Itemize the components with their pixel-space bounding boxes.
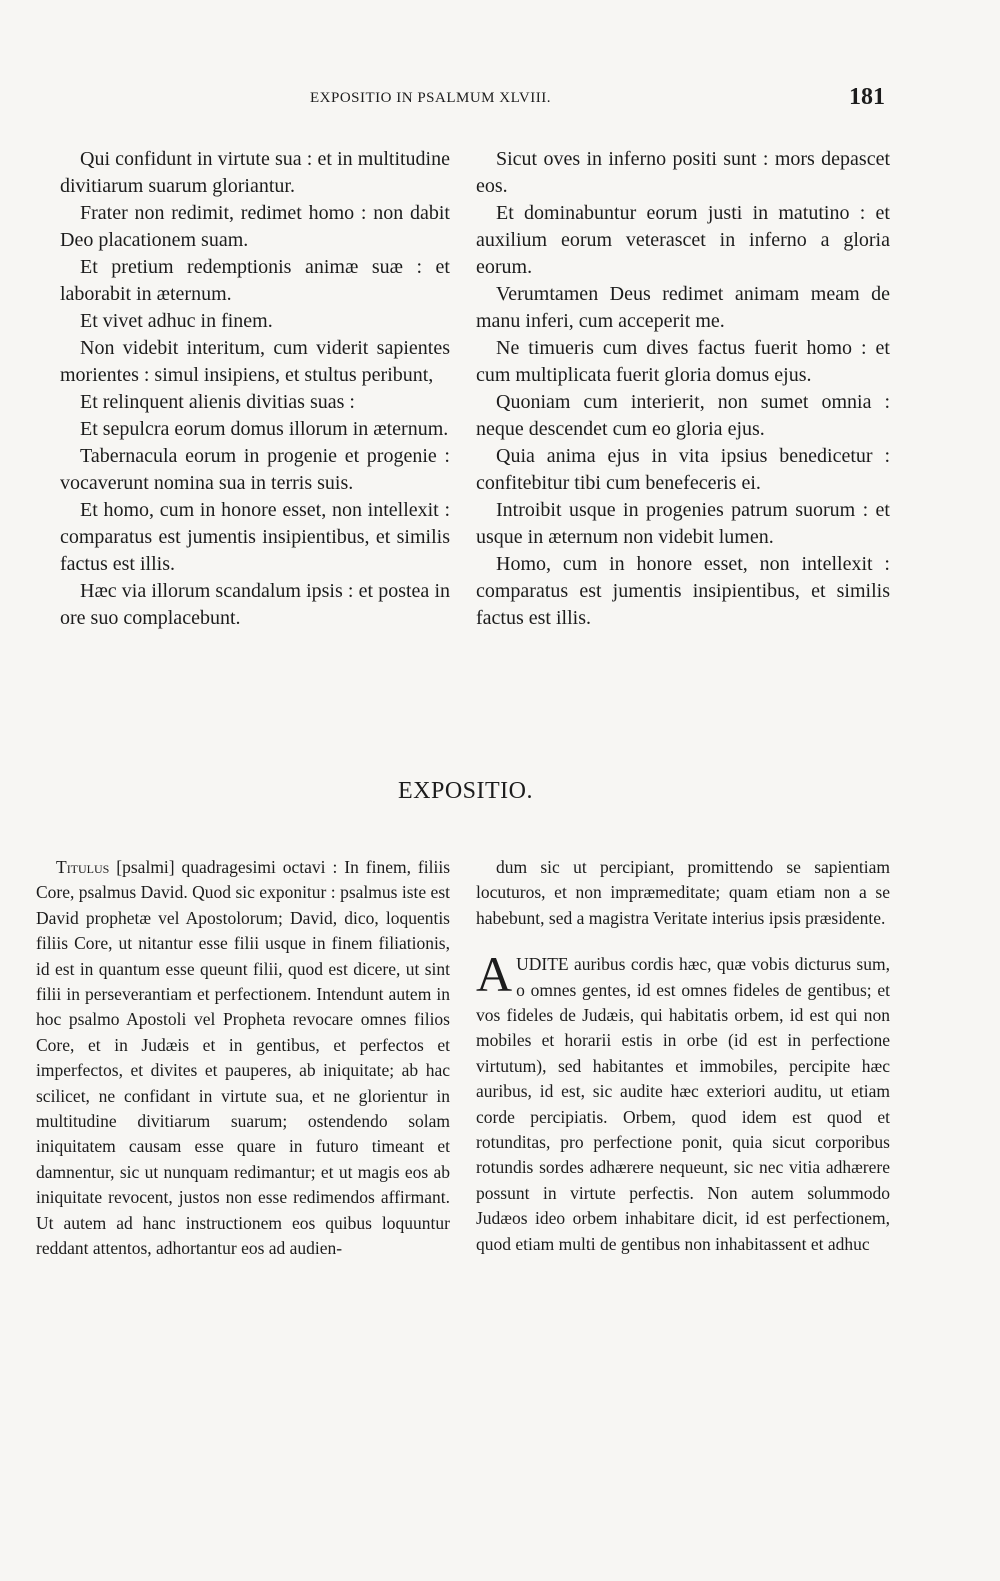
psalm-verse: Et pretium redemptionis animæ suæ : et laborabit in æternum.: [60, 256, 450, 305]
text-run: quæ vobis dicturus sum, o: [516, 954, 890, 1000]
drop-cap: A: [476, 946, 513, 1003]
psalm-verse: Quoniam cum interierit, non sumet omnia : neque descendet cum eo gloria ejus.: [476, 391, 890, 440]
text-run: Quod sic exponitur :: [187, 882, 341, 903]
italic-run: UDITE: [516, 954, 569, 975]
italic-run: psalmus: [340, 882, 398, 903]
psalm-verse: Homo, cum in honore esset, non intellexit : comparatus est jumentis insipientibus, et similis factus est illis.: [476, 553, 890, 629]
italic-run: Orbem,: [622, 1106, 676, 1127]
italic-run: omnes gentes,: [530, 979, 632, 1000]
psalm-verse: Non videbit interitum, cum viderit sapientes morientes : simul insipiens, et stultus peribunt,: [60, 337, 450, 386]
psalm-verse: Quia anima ejus in vita ipsius benedicetur : confitebitur tibi cum benefeceris ei.: [476, 445, 890, 494]
psalm-verse: Et dominabuntur eorum justi in matutino : et auxilium eorum veterascet in inferno a gloria eorum.: [476, 202, 890, 278]
commentary-paragraph: [476, 946, 891, 1257]
italic-run: In finem, filiis Core, psalmus David.: [36, 857, 450, 903]
psalm-verse: Tabernacula eorum in progenie et progenie : vocaverunt nomina sua in terris suis.: [60, 445, 450, 494]
paragraph-gap: [476, 931, 890, 952]
running-title: EXPOSITIO IN PSALMUM XLVIII.: [310, 90, 551, 106]
text-run: [psalmi] quadragesimi octavi :: [109, 857, 345, 877]
text-run: prophetæ vel Apostolorum;: [78, 907, 290, 928]
text-run: dum sic ut percipiant, promittendo se sapientiam locuturos, et non impræmeditate; quam etiam non a se habebunt, sed a magistra Veritate interius ipsis præsidente.: [476, 857, 890, 928]
psalm-verse: Ne timueris cum dives factus fuerit homo : et cum multiplicata fuerit gloria domus ejus.: [476, 337, 890, 386]
psalm-verse: Et vivet adhuc in finem.: [80, 310, 273, 332]
text-run: id est omnes fideles de gentibus; et vos fideles de Judæis,: [476, 979, 891, 1026]
psalm-text-right-column: [476, 146, 890, 632]
commentary-paragraph: [476, 855, 890, 931]
italic-run: percipite: [789, 1055, 851, 1076]
text-run: id est, sic audite hæc exteriori auditu, ut etiam corde percipiatis.: [476, 1081, 890, 1127]
text-run: hæc: [850, 1055, 890, 1076]
psalm-verse: Et sepulcra eorum domus illorum in æternum.: [80, 418, 449, 440]
italic-run: David,: [289, 907, 338, 928]
italic-run: auribus,: [476, 1081, 532, 1102]
page-number: 181: [849, 84, 885, 110]
text-run: iste est: [397, 882, 451, 903]
commentary-paragraph: [36, 855, 450, 1262]
psalm-verse: Sicut oves in inferno positi sunt : mors depascet eos.: [476, 148, 890, 197]
psalm-verse: Et homo, cum in honore esset, non intellexit : comparatus est jumentis insipientibus, et similis factus est illis.: [60, 499, 450, 575]
italic-run: David: [36, 907, 79, 928]
psalm-verse: Introibit usque in progenies patrum suorum : et usque in æternum non videbit lumen.: [476, 499, 890, 548]
text-run: auribus cordis: [568, 954, 679, 975]
text-run: filiationis, id est in quantum esse queunt filii, quod est dicere, ut sint filii in perseverantiam et perfectionem. Intendunt autem in hoc psalmo Apostoli vel Propheta revocare omnes filios Core, et in Judæis et in gentibus, et perfectos et imperfectos, et divites et pauperes, ab iniquitate; ab hac scilicet, ne confidant in virtute sua, et ne glorientur in multitudine divitiarum suarum; ostendendo solam iniquitatem causam esse quare in futuro timeant et damnentur, sic ut nunquam redimantur; et ut magis eos ab iniquitate revocent, justos non esse redimendos affirmant. Ut autem ad hanc instructionem eos quibus loquuntur reddant attentos, adhortantur eos ad audien-: [36, 933, 450, 1259]
psalm-verse: Et relinquent alienis divitias suas :: [80, 391, 355, 413]
commentary-right-column: [476, 855, 890, 1257]
text-run: id est qui non mobiles et horarii estis in orbe (id est in perfectione virtutum), sed habitantes et immobiles,: [476, 1005, 890, 1076]
text-run: quod idem est quod et rotunditas, pro perfectione ponit, quia sicut corporibus rotundis sordes adhærere nequeunt, sic nec vitia adhærere possunt in virtute perfectis. Non autem solummodo Judæos ideo orbem inhabitare dicit, id est perfectionem, quod etiam multi de gentibus non inhabitassent et adhuc: [476, 1106, 890, 1254]
small-caps-run: Titulus: [56, 857, 110, 877]
section-title: EXPOSITIO.: [398, 778, 533, 804]
psalm-verse: Verumtamen Deus redimet animam meam de manu inferi, cum acceperit me.: [476, 283, 890, 332]
italic-run: filiis Core,: [36, 933, 113, 954]
italic-run: qui habitatis orbem,: [640, 1005, 784, 1026]
psalm-verse: Qui confidunt in virtute sua : et in multitudine divitiarum suarum gloriantur.: [60, 148, 450, 197]
italic-run: in finem: [312, 933, 373, 954]
commentary-left-column: [36, 855, 450, 1262]
psalm-verse: Frater non redimit, redimet homo : non dabit Deo placationem suam.: [60, 202, 450, 251]
psalm-verse: Hæc via illorum scandalum ipsis : et postea in ore suo complacebunt.: [60, 580, 450, 629]
psalm-text-left-column: [60, 146, 450, 632]
text-run: ut nitantur esse filii usque: [112, 933, 313, 954]
text-run: dico, loquentis: [337, 907, 450, 928]
italic-run: hæc,: [678, 954, 712, 975]
